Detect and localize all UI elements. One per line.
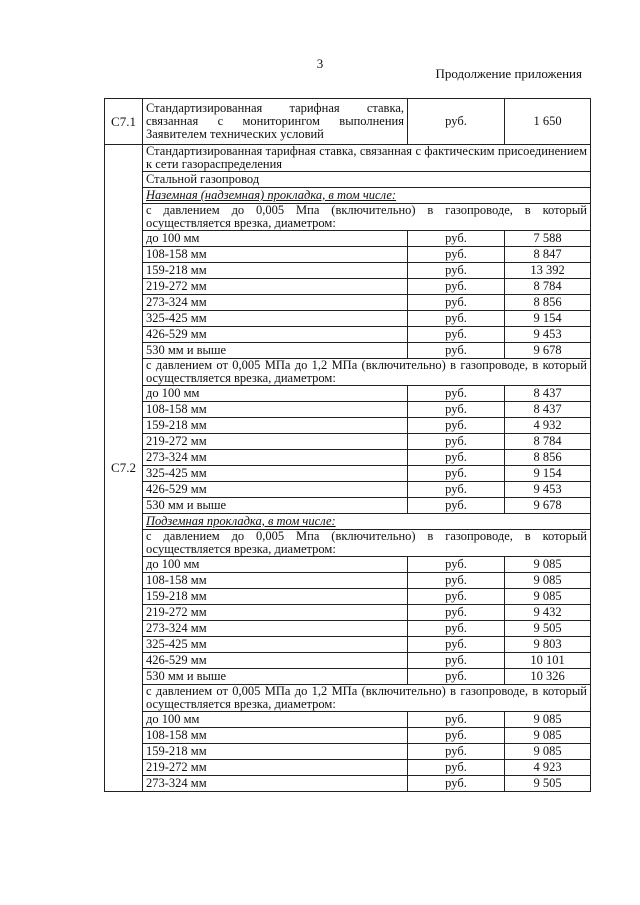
material-label: Стальной газопровод bbox=[143, 172, 591, 188]
value-cell: 9 085 bbox=[505, 589, 591, 605]
material-label-row bbox=[105, 172, 591, 188]
value-cell: 8 437 bbox=[505, 386, 591, 402]
diameter-label: 273-324 мм bbox=[143, 621, 408, 637]
diameter-row bbox=[105, 498, 591, 514]
value-cell: 9 505 bbox=[505, 776, 591, 792]
value-cell: 9 154 bbox=[505, 466, 591, 482]
value-cell: 9 085 bbox=[505, 712, 591, 728]
pressure-group-text: с давлением от 0,005 МПа до 1,2 МПа (включительно) в газопроводе, в который осуществляется врезка, диаметром: bbox=[143, 359, 591, 386]
diameter-label: 273-324 мм bbox=[143, 295, 408, 311]
value-cell: 9 085 bbox=[505, 728, 591, 744]
diameter-label: 530 мм и выше bbox=[143, 669, 408, 685]
diameter-label: 530 мм и выше bbox=[143, 498, 408, 514]
row-c7-1 bbox=[105, 99, 591, 145]
diameter-label: 219-272 мм bbox=[143, 760, 408, 776]
diameter-label: 219-272 мм bbox=[143, 434, 408, 450]
c72-title-row bbox=[105, 145, 591, 172]
value-cell: 8 784 bbox=[505, 434, 591, 450]
unit-cell: руб. bbox=[408, 263, 505, 279]
value-cell: 13 392 bbox=[505, 263, 591, 279]
unit-cell: руб. bbox=[408, 386, 505, 402]
diameter-row bbox=[105, 263, 591, 279]
continuation-label: Продолжение приложения bbox=[435, 66, 582, 81]
code-cell: С7.1 bbox=[105, 99, 143, 145]
value-cell: 9 803 bbox=[505, 637, 591, 653]
diameter-label: до 100 мм bbox=[143, 231, 408, 247]
value-cell: 9 453 bbox=[505, 482, 591, 498]
diameter-label: 530 мм и выше bbox=[143, 343, 408, 359]
diameter-row bbox=[105, 712, 591, 728]
unit-cell: руб. bbox=[408, 744, 505, 760]
diameter-row bbox=[105, 605, 591, 621]
value-cell: 9 154 bbox=[505, 311, 591, 327]
diameter-label: 325-425 мм bbox=[143, 466, 408, 482]
value-cell: 4 932 bbox=[505, 418, 591, 434]
above-ground-title bbox=[143, 188, 591, 204]
pressure-group-text-row bbox=[105, 685, 591, 712]
diameter-row bbox=[105, 653, 591, 669]
value-cell: 10 326 bbox=[505, 669, 591, 685]
value-cell: 9 085 bbox=[505, 557, 591, 573]
diameter-row bbox=[105, 728, 591, 744]
pressure-group-text: с давлением до 0,005 Мпа (включительно) в газопроводе, в который осуществляется врезка, диаметром: bbox=[143, 204, 591, 231]
unit-cell: руб. bbox=[408, 776, 505, 792]
value-cell: 9 432 bbox=[505, 605, 591, 621]
unit-cell: руб. bbox=[408, 557, 505, 573]
unit-cell: руб. bbox=[408, 311, 505, 327]
diameter-label: 426-529 мм bbox=[143, 653, 408, 669]
underground-title-row bbox=[105, 514, 591, 530]
unit-cell: руб. bbox=[408, 295, 505, 311]
diameter-label: 325-425 мм bbox=[143, 637, 408, 653]
above-ground-title-row bbox=[105, 188, 591, 204]
unit-cell: руб. bbox=[408, 712, 505, 728]
diameter-label: до 100 мм bbox=[143, 712, 408, 728]
diameter-label: 108-158 мм bbox=[143, 402, 408, 418]
diameter-row bbox=[105, 573, 591, 589]
diameter-label: до 100 мм bbox=[143, 386, 408, 402]
unit-cell: руб. bbox=[408, 418, 505, 434]
diameter-label: 108-158 мм bbox=[143, 247, 408, 263]
diameter-label: 426-529 мм bbox=[143, 327, 408, 343]
unit-cell: руб. bbox=[408, 573, 505, 589]
diameter-label: 273-324 мм bbox=[143, 450, 408, 466]
value-cell: 9 085 bbox=[505, 744, 591, 760]
unit-cell: руб. bbox=[408, 402, 505, 418]
diameter-label: 426-529 мм bbox=[143, 482, 408, 498]
pressure-group-text: с давлением до 0,005 Мпа (включительно) в газопроводе, в который осуществляется врезка, диаметром: bbox=[143, 530, 591, 557]
value-cell: 8 856 bbox=[505, 450, 591, 466]
diameter-row bbox=[105, 295, 591, 311]
diameter-label: 273-324 мм bbox=[143, 776, 408, 792]
diameter-row bbox=[105, 557, 591, 573]
unit-cell: руб. bbox=[408, 482, 505, 498]
diameter-label: 159-218 мм bbox=[143, 263, 408, 279]
diameter-row bbox=[105, 418, 591, 434]
diameter-label: 219-272 мм bbox=[143, 605, 408, 621]
value-cell: 7 588 bbox=[505, 231, 591, 247]
unit-cell: руб. bbox=[408, 327, 505, 343]
unit-cell: руб. bbox=[408, 279, 505, 295]
diameter-row bbox=[105, 279, 591, 295]
unit-cell: руб. bbox=[408, 434, 505, 450]
diameter-label: до 100 мм bbox=[143, 557, 408, 573]
diameter-label: 108-158 мм bbox=[143, 728, 408, 744]
diameter-row bbox=[105, 343, 591, 359]
underground-title bbox=[143, 514, 591, 530]
pressure-group-text: с давлением от 0,005 МПа до 1,2 МПа (включительно) в газопроводе, в который осуществляется врезка, диаметром: bbox=[143, 685, 591, 712]
unit-cell: руб. bbox=[408, 99, 505, 145]
diameter-row bbox=[105, 744, 591, 760]
value-cell: 4 923 bbox=[505, 760, 591, 776]
unit-cell: руб. bbox=[408, 589, 505, 605]
description-cell: Стандартизированная тарифная ставка, связанная с мониторингом выполнения Заявителем технических условий bbox=[143, 99, 408, 145]
value-cell: 9 085 bbox=[505, 573, 591, 589]
diameter-row bbox=[105, 402, 591, 418]
value-cell: 8 437 bbox=[505, 402, 591, 418]
diameter-label: 108-158 мм bbox=[143, 573, 408, 589]
unit-cell: руб. bbox=[408, 605, 505, 621]
unit-cell: руб. bbox=[408, 450, 505, 466]
value-cell: 8 856 bbox=[505, 295, 591, 311]
diameter-row bbox=[105, 776, 591, 792]
unit-cell: руб. bbox=[408, 498, 505, 514]
diameter-row bbox=[105, 589, 591, 605]
diameter-row bbox=[105, 466, 591, 482]
page-number: 3 bbox=[316, 56, 324, 71]
value-cell: 9 678 bbox=[505, 498, 591, 514]
diameter-row bbox=[105, 311, 591, 327]
value-cell: 9 453 bbox=[505, 327, 591, 343]
diameter-row bbox=[105, 231, 591, 247]
pressure-group-text-row bbox=[105, 530, 591, 557]
section-title-text: Наземная (надземная) прокладка, в том числе: bbox=[146, 188, 397, 202]
value-cell: 8 784 bbox=[505, 279, 591, 295]
diameter-row bbox=[105, 637, 591, 653]
diameter-row bbox=[105, 482, 591, 498]
unit-cell: руб. bbox=[408, 760, 505, 776]
diameter-label: 325-425 мм bbox=[143, 311, 408, 327]
unit-cell: руб. bbox=[408, 669, 505, 685]
value-cell: 9 505 bbox=[505, 621, 591, 637]
diameter-label: 159-218 мм bbox=[143, 418, 408, 434]
diameter-row bbox=[105, 247, 591, 263]
unit-cell: руб. bbox=[408, 728, 505, 744]
code-cell: С7.2 bbox=[105, 145, 143, 792]
pressure-group-text-row bbox=[105, 359, 591, 386]
c72-title: Стандартизированная тарифная ставка, связанная с фактическим присоединением к сети газораспределения bbox=[143, 145, 591, 172]
diameter-label: 159-218 мм bbox=[143, 589, 408, 605]
pressure-group-text-row bbox=[105, 204, 591, 231]
unit-cell: руб. bbox=[408, 247, 505, 263]
diameter-row bbox=[105, 760, 591, 776]
diameter-row bbox=[105, 327, 591, 343]
unit-cell: руб. bbox=[408, 343, 505, 359]
unit-cell: руб. bbox=[408, 637, 505, 653]
value-cell: 8 847 bbox=[505, 247, 591, 263]
value-cell: 10 101 bbox=[505, 653, 591, 669]
diameter-row bbox=[105, 434, 591, 450]
value-cell: 1 650 bbox=[505, 99, 591, 145]
unit-cell: руб. bbox=[408, 653, 505, 669]
value-cell: 9 678 bbox=[505, 343, 591, 359]
diameter-label: 159-218 мм bbox=[143, 744, 408, 760]
diameter-label: 219-272 мм bbox=[143, 279, 408, 295]
section-title-text: Подземная прокладка, в том числе: bbox=[146, 514, 336, 528]
diameter-row bbox=[105, 669, 591, 685]
tariff-table bbox=[104, 98, 591, 792]
diameter-row bbox=[105, 450, 591, 466]
unit-cell: руб. bbox=[408, 466, 505, 482]
diameter-row bbox=[105, 621, 591, 637]
unit-cell: руб. bbox=[408, 621, 505, 637]
diameter-row bbox=[105, 386, 591, 402]
unit-cell: руб. bbox=[408, 231, 505, 247]
